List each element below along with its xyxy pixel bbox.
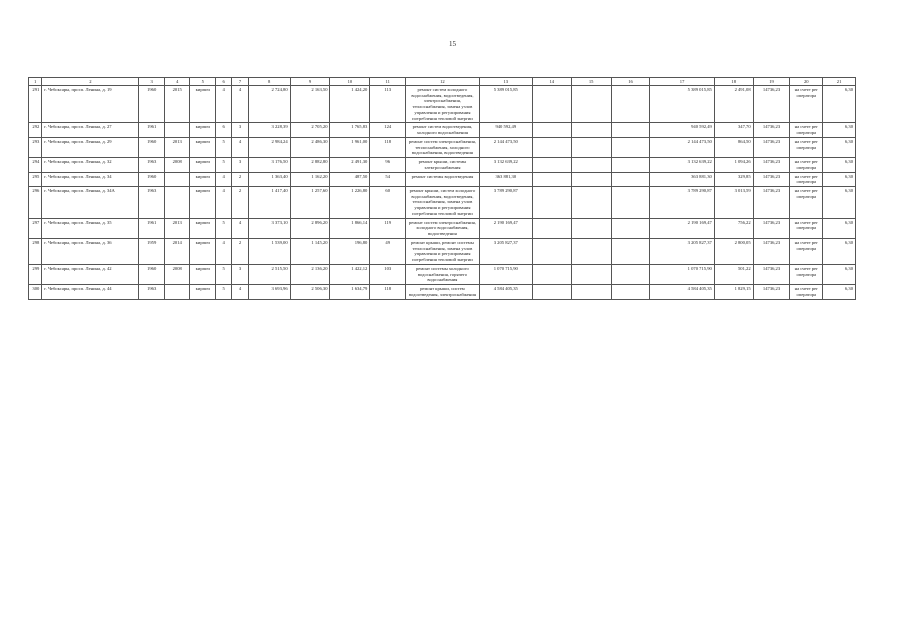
cell-address: г. Чебоксары, просп. Ленина, д. 42: [42, 264, 139, 284]
cell-address: г. Чебоксары, просп. Ленина, д. 34А: [42, 187, 139, 219]
column-header-cost-limit: 19: [753, 78, 790, 86]
column-header-fund-method: 20: [790, 78, 823, 86]
cell-total-cost: 2 190 169,47: [479, 218, 532, 238]
column-header-address: 2: [42, 78, 139, 86]
cell-total-area: 1 539,00: [248, 238, 290, 264]
cell-cost-limit: 14736,23: [753, 123, 790, 137]
cell-year-built: 1963: [139, 158, 165, 172]
cell-private-area: 487,50: [330, 172, 370, 186]
cell-completion-term: 6,30: [823, 158, 856, 172]
column-number-row: [29, 78, 856, 86]
cell-fund-method: на счете рег оператора: [790, 86, 823, 123]
cell-repair-types: ремонт крыши, систем холодного водоснабжения, водоотведения, теплоснабжения, замена узлов управления и регулирования потребления тепловой энергии: [406, 187, 480, 219]
cell-residential-area: 1 162,20: [290, 172, 330, 186]
cell-wall-material: кирпич: [190, 285, 216, 299]
table-row: [29, 285, 856, 299]
cell-residential-area: 2 882,80: [290, 158, 330, 172]
cell-row-number: 300: [29, 285, 42, 299]
cell-wall-material: кирпич: [190, 86, 216, 123]
cell-residential-area: 2 486,30: [290, 137, 330, 157]
cell-residential-area: 1 145,20: [290, 238, 330, 264]
cell-total-area: 2 515,50: [248, 264, 290, 284]
cell-residents: 118: [370, 285, 406, 299]
cell-private-area: 1 765,83: [330, 123, 370, 137]
cell-total-area: 3 228,39: [248, 123, 290, 137]
cell-entrances: 3: [232, 158, 248, 172]
cell-floors: 4: [216, 86, 232, 123]
cell-entrances: 2: [232, 172, 248, 186]
cell-private-area: 196,80: [330, 238, 370, 264]
cell-fund-regional: [571, 172, 611, 186]
cell-address: г. Чебоксары, просп. Ленина, д. 19: [42, 86, 139, 123]
cell-fund-regional: [571, 187, 611, 219]
cell-fund-method: на счете рег оператора: [790, 137, 823, 157]
cell-fund-method: на счете рег оператора: [790, 285, 823, 299]
table-row: [29, 137, 856, 157]
cell-cost-per-sqm: 756,22: [714, 218, 753, 238]
cell-year-built: 1959: [139, 238, 165, 264]
cell-residents: 124: [370, 123, 406, 137]
cell-cost-per-sqm: 864,50: [714, 137, 753, 157]
cell-fund-method: на счете рег оператора: [790, 218, 823, 238]
cell-completion-term: 6,30: [823, 123, 856, 137]
cell-owner-funds: 2 190 169,47: [650, 218, 714, 238]
cell-cost-limit: 14736,23: [753, 218, 790, 238]
cell-fund-federal: [532, 172, 571, 186]
cell-cost-per-sqm: 501,22: [714, 264, 753, 284]
cell-row-number: 291: [29, 86, 42, 123]
cell-total-area: 2 984,24: [248, 137, 290, 157]
cell-year-repaired: 2015: [164, 86, 190, 123]
table-row: [29, 86, 856, 123]
cell-private-area: 1 634,79: [330, 285, 370, 299]
cell-row-number: 297: [29, 218, 42, 238]
cell-completion-term: 6,30: [823, 238, 856, 264]
cell-private-area: 1 866,14: [330, 218, 370, 238]
cell-completion-term: 6,30: [823, 172, 856, 186]
cell-entrances: 2: [232, 238, 248, 264]
column-header-year-repaired: 4: [164, 78, 190, 86]
cell-residents: 119: [370, 218, 406, 238]
cell-fund-federal: [532, 158, 571, 172]
cell-fund-federal: [532, 137, 571, 157]
cell-address: г. Чебоксары, просп. Ленина, д. 34: [42, 172, 139, 186]
cell-residential-area: 2 896,20: [290, 218, 330, 238]
cell-owner-funds: 1 070 715,90: [650, 264, 714, 284]
cell-fund-federal: [532, 187, 571, 219]
cell-owner-funds: 363 881,30: [650, 172, 714, 186]
cell-year-repaired: 2014: [164, 238, 190, 264]
cell-entrances: 3: [232, 123, 248, 137]
table-row: [29, 172, 856, 186]
cell-cost-per-sqm: 3 013,59: [714, 187, 753, 219]
cell-fund-local: [611, 137, 650, 157]
cell-fund-method: на счете рег оператора: [790, 158, 823, 172]
cell-cost-limit: 14736,23: [753, 285, 790, 299]
cell-residents: 118: [370, 137, 406, 157]
cell-private-area: 1 961,00: [330, 137, 370, 157]
cell-cost-per-sqm: 1 094,26: [714, 158, 753, 172]
cell-year-built: 1963: [139, 187, 165, 219]
cell-row-number: 295: [29, 172, 42, 186]
cell-cost-limit: 14736,23: [753, 264, 790, 284]
cell-wall-material: кирпич: [190, 218, 216, 238]
column-header-residential-area: 9: [290, 78, 330, 86]
cell-owner-funds: 3 789 290,87: [650, 187, 714, 219]
cell-year-repaired: [164, 172, 190, 186]
cell-floors: 4: [216, 238, 232, 264]
cell-cost-per-sqm: 2 800,05: [714, 238, 753, 264]
cell-cost-limit: 14736,23: [753, 172, 790, 186]
cell-completion-term: 6,30: [823, 86, 856, 123]
cell-year-built: 1960: [139, 86, 165, 123]
cell-total-cost: 4 584 405,35: [479, 285, 532, 299]
cell-fund-local: [611, 187, 650, 219]
cell-row-number: 299: [29, 264, 42, 284]
column-header-fund-local: 16: [611, 78, 650, 86]
cell-fund-local: [611, 123, 650, 137]
cell-address: г. Чебоксары, просп. Ленина, д. 32: [42, 158, 139, 172]
cell-row-number: 293: [29, 137, 42, 157]
cell-total-area: 2 724,80: [248, 86, 290, 123]
cell-total-cost: 5 389 015,85: [479, 86, 532, 123]
cell-fund-regional: [571, 158, 611, 172]
cell-fund-method: на счете рег оператора: [790, 238, 823, 264]
cell-floors: 4: [216, 172, 232, 186]
cell-repair-types: ремонт систем электроснабжения, теплоснабжения, холодного водоснабжения, водоотведения: [406, 137, 480, 157]
cell-total-area: 1 417,40: [248, 187, 290, 219]
cell-repair-types: ремонт крыши, ремонт системы теплоснабжения, замена узлов управления и регулирования потребления тепловой энергии: [406, 238, 480, 264]
cell-fund-federal: [532, 264, 571, 284]
cell-fund-local: [611, 264, 650, 284]
column-header-residents: 11: [370, 78, 406, 86]
column-header-cost-per-sqm: 18: [714, 78, 753, 86]
cell-entrances: 4: [232, 86, 248, 123]
cell-wall-material: кирпич: [190, 187, 216, 219]
cell-private-area: 1 424,20: [330, 86, 370, 123]
cell-private-area: 1 422,12: [330, 264, 370, 284]
cell-year-repaired: [164, 285, 190, 299]
cell-wall-material: кирпич: [190, 172, 216, 186]
table-row: [29, 187, 856, 219]
cell-total-area: 3 693,96: [248, 285, 290, 299]
cell-residents: 54: [370, 172, 406, 186]
cell-year-repaired: 2013: [164, 137, 190, 157]
cell-wall-material: кирпич: [190, 158, 216, 172]
cell-floors: 5: [216, 158, 232, 172]
cell-repair-types: ремонт крыши, систем водоотведения, электроснабжения: [406, 285, 480, 299]
column-header-total-area: 8: [248, 78, 290, 86]
cell-owner-funds: 940 592,49: [650, 123, 714, 137]
cell-residential-area: 2 506,30: [290, 285, 330, 299]
cell-fund-regional: [571, 264, 611, 284]
cell-repair-types: ремонт системы водоотведения: [406, 172, 480, 186]
cell-total-cost: 1 070 715,90: [479, 264, 532, 284]
cell-address: г. Чебоксары, просп. Ленина, д. 27: [42, 123, 139, 137]
cell-row-number: 298: [29, 238, 42, 264]
cell-completion-term: 6,30: [823, 187, 856, 219]
cell-fund-regional: [571, 238, 611, 264]
cell-completion-term: 6,30: [823, 264, 856, 284]
cell-row-number: 294: [29, 158, 42, 172]
cell-repair-types: ремонт систем холодного водоснабжения, водоотведения, электроснабжения, теплоснабжения, замена узлов управления и регулирования потребления тепловой энергии: [406, 86, 480, 123]
cell-residents: 96: [370, 158, 406, 172]
cell-fund-federal: [532, 123, 571, 137]
cell-wall-material: кирпич: [190, 123, 216, 137]
table-row: [29, 238, 856, 264]
cell-year-built: 1961: [139, 218, 165, 238]
cell-fund-regional: [571, 123, 611, 137]
cell-wall-material: кирпич: [190, 238, 216, 264]
table-row: [29, 218, 856, 238]
cell-fund-federal: [532, 238, 571, 264]
cell-address: г. Чебоксары, просп. Ленина, д. 44: [42, 285, 139, 299]
cell-row-number: 296: [29, 187, 42, 219]
cell-year-built: 1963: [139, 285, 165, 299]
column-header-owner-funds: 17: [650, 78, 714, 86]
cell-fund-method: на счете рег оператора: [790, 187, 823, 219]
repair-schedule-table: [28, 77, 856, 300]
cell-year-repaired: 2013: [164, 218, 190, 238]
cell-address: г. Чебоксары, просп. Ленина, д. 35: [42, 218, 139, 238]
column-header-floors: 6: [216, 78, 232, 86]
cell-floors: 5: [216, 218, 232, 238]
cell-cost-per-sqm: 347,70: [714, 123, 753, 137]
cell-owner-funds: 3 205 827,37: [650, 238, 714, 264]
cell-cost-limit: 14736,23: [753, 238, 790, 264]
cell-fund-method: на счете рег оператора: [790, 123, 823, 137]
cell-private-area: 2 491,30: [330, 158, 370, 172]
cell-fund-regional: [571, 86, 611, 123]
cell-total-cost: 3 205 827,37: [479, 238, 532, 264]
cell-residential-area: 1 257,60: [290, 187, 330, 219]
cell-total-area: 3 176,50: [248, 158, 290, 172]
cell-wall-material: кирпич: [190, 137, 216, 157]
cell-residential-area: 2 136,20: [290, 264, 330, 284]
cell-fund-regional: [571, 137, 611, 157]
cell-entrances: 4: [232, 285, 248, 299]
cell-owner-funds: 3 132 639,22: [650, 158, 714, 172]
cell-fund-federal: [532, 218, 571, 238]
cell-fund-regional: [571, 218, 611, 238]
cell-cost-limit: 14736,23: [753, 158, 790, 172]
cell-fund-federal: [532, 86, 571, 123]
cell-residential-area: 2 705,20: [290, 123, 330, 137]
column-header-repair-types: 12: [406, 78, 480, 86]
cell-year-repaired: [164, 123, 190, 137]
cell-cost-limit: 14736,23: [753, 187, 790, 219]
table-row: [29, 264, 856, 284]
column-header-private-area: 10: [330, 78, 370, 86]
cell-total-cost: 940 592,49: [479, 123, 532, 137]
cell-total-cost: 3 132 639,22: [479, 158, 532, 172]
cell-cost-per-sqm: 2 491,08: [714, 86, 753, 123]
cell-year-built: 1960: [139, 264, 165, 284]
cell-fund-local: [611, 86, 650, 123]
cell-row-number: 292: [29, 123, 42, 137]
cell-entrances: 4: [232, 137, 248, 157]
cell-residents: 113: [370, 86, 406, 123]
cell-total-cost: 2 144 473,50: [479, 137, 532, 157]
cell-completion-term: 6,30: [823, 218, 856, 238]
cell-floors: 4: [216, 187, 232, 219]
cell-owner-funds: 4 584 405,35: [650, 285, 714, 299]
cell-total-area: 3 373,10: [248, 218, 290, 238]
cell-total-area: 1 363,40: [248, 172, 290, 186]
cell-year-built: 1961: [139, 123, 165, 137]
column-header-total-cost: 13: [479, 78, 532, 86]
cell-year-built: 1960: [139, 172, 165, 186]
cell-wall-material: кирпич: [190, 264, 216, 284]
cell-residents: 49: [370, 238, 406, 264]
cell-fund-local: [611, 172, 650, 186]
cell-completion-term: 6,30: [823, 285, 856, 299]
cell-cost-per-sqm: 1 829,15: [714, 285, 753, 299]
cell-residential-area: 2 163,50: [290, 86, 330, 123]
cell-address: г. Чебоксары, просп. Ленина, д. 29: [42, 137, 139, 157]
page-number: 15: [449, 40, 456, 48]
cell-total-cost: 3 789 290,87: [479, 187, 532, 219]
column-header-wall-material: 5: [190, 78, 216, 86]
cell-cost-per-sqm: 329,85: [714, 172, 753, 186]
column-header-row-number: 1: [29, 78, 42, 86]
table-row: [29, 123, 856, 137]
cell-residents: 103: [370, 264, 406, 284]
cell-repair-types: ремонт систем электроснабжения, холодного водоснабжения, водоотведения: [406, 218, 480, 238]
cell-year-built: 1960: [139, 137, 165, 157]
cell-total-cost: 363 881,30: [479, 172, 532, 186]
cell-floors: 5: [216, 285, 232, 299]
cell-fund-regional: [571, 285, 611, 299]
cell-floors: 6: [216, 123, 232, 137]
cell-owner-funds: 2 144 473,50: [650, 137, 714, 157]
cell-entrances: 4: [232, 218, 248, 238]
column-header-year-built: 3: [139, 78, 165, 86]
cell-repair-types: ремонт системы холодного водоснабжения, горячего водоснабжения: [406, 264, 480, 284]
cell-fund-method: на счете рег оператора: [790, 172, 823, 186]
cell-fund-federal: [532, 285, 571, 299]
cell-cost-limit: 14736,23: [753, 86, 790, 123]
column-header-fund-federal: 14: [532, 78, 571, 86]
cell-completion-term: 6,30: [823, 137, 856, 157]
cell-floors: 5: [216, 137, 232, 157]
cell-year-repaired: 2008: [164, 158, 190, 172]
cell-fund-local: [611, 285, 650, 299]
cell-fund-method: на счете рег оператора: [790, 264, 823, 284]
cell-fund-local: [611, 158, 650, 172]
cell-private-area: 1 226,80: [330, 187, 370, 219]
cell-year-repaired: 2008: [164, 264, 190, 284]
cell-repair-types: ремонт крыши, системы электроснабжения: [406, 158, 480, 172]
cell-floors: 5: [216, 264, 232, 284]
column-header-completion-term: 21: [823, 78, 856, 86]
cell-fund-local: [611, 238, 650, 264]
cell-residents: 60: [370, 187, 406, 219]
column-header-entrances: 7: [232, 78, 248, 86]
cell-cost-limit: 14736,23: [753, 137, 790, 157]
table-row: [29, 158, 856, 172]
cell-entrances: 2: [232, 187, 248, 219]
cell-owner-funds: 5 389 015,85: [650, 86, 714, 123]
table-body: [29, 86, 856, 300]
column-header-fund-regional: 15: [571, 78, 611, 86]
cell-year-repaired: [164, 187, 190, 219]
cell-repair-types: ремонт систем водоотведения, холодного водоснабжения: [406, 123, 480, 137]
cell-fund-local: [611, 218, 650, 238]
cell-entrances: 3: [232, 264, 248, 284]
cell-address: г. Чебоксары, просп. Ленина, д. 36: [42, 238, 139, 264]
